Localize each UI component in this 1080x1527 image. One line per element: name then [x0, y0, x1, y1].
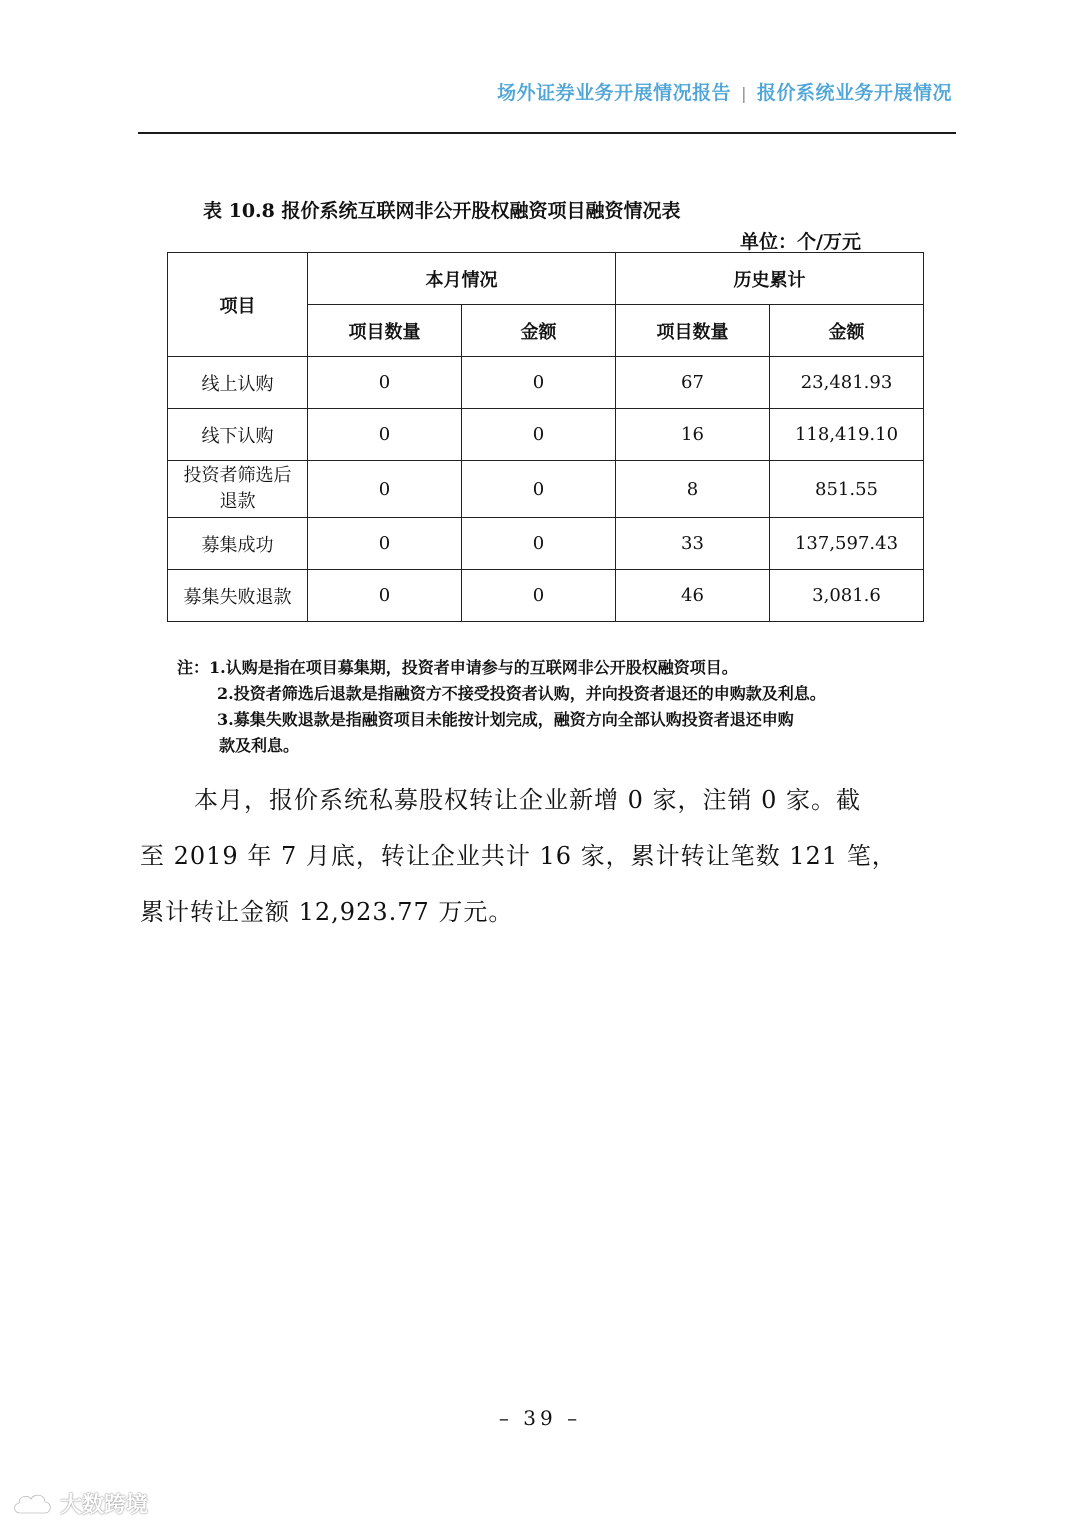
header-month-count: 项目数量: [308, 305, 462, 357]
table-row: [168, 357, 924, 409]
month-count: 0: [308, 461, 462, 518]
month-count: 0: [308, 570, 462, 622]
hist-amount: 118,419.10: [770, 409, 924, 461]
table-row: [168, 461, 924, 518]
hist-count: 33: [616, 518, 770, 570]
header-hist-count: 项目数量: [616, 305, 770, 357]
table-header-row: [168, 253, 924, 305]
table-title: 表 10.8 报价系统互联网非公开股权融资项目融资情况表: [203, 200, 681, 222]
row-label: 募集成功: [168, 518, 308, 570]
hist-count: 16: [616, 409, 770, 461]
cloud-logo-icon: [10, 1489, 54, 1519]
table-row: [168, 518, 924, 570]
note-1: 注：1.认购是指在项目募集期，投资者申请参与的互联网非公开股权融资项目。: [177, 658, 738, 677]
row-label: 线下认购: [168, 409, 308, 461]
hist-count: 8: [616, 461, 770, 518]
month-count: 0: [308, 518, 462, 570]
row-label: 线上认购: [168, 357, 308, 409]
paragraph-line-2: 至 2019 年 7 月底，转让企业共计 16 家，累计转让笔数 121 笔，: [140, 842, 897, 870]
row-label-line1: 投资者筛选后: [183, 465, 292, 486]
month-amount: 0: [462, 461, 616, 518]
header-section-title: 报价系统业务开展情况: [756, 82, 952, 104]
header-rule: [138, 132, 956, 134]
header-item: 项目: [168, 253, 308, 357]
hist-amount: 137,597.43: [770, 518, 924, 570]
month-count: 0: [308, 357, 462, 409]
row-label: [168, 461, 308, 518]
row-label: 募集失败退款: [168, 570, 308, 622]
month-amount: 0: [462, 357, 616, 409]
row-label-line2: 退款: [219, 491, 256, 512]
hist-count: 46: [616, 570, 770, 622]
page-number: – 39 –: [498, 1406, 582, 1430]
note-3-continued: 款及利息。: [219, 736, 300, 755]
running-header: [497, 78, 952, 105]
header-this-month: 本月情况: [308, 253, 616, 305]
table-notes: [177, 655, 917, 759]
month-amount: 0: [462, 570, 616, 622]
watermark-text: 大数跨境: [60, 1493, 149, 1518]
paragraph-line-1: 本月，报价系统私募股权转让企业新增 0 家，注销 0 家。截: [194, 786, 862, 814]
watermark: [10, 1488, 148, 1519]
table-row: [168, 409, 924, 461]
paragraph-line-3: 累计转让金额 12,923.77 万元。: [140, 898, 514, 926]
header-history: 历史累计: [616, 253, 924, 305]
month-amount: 0: [462, 518, 616, 570]
table-row: [168, 570, 924, 622]
header-month-amount: 金额: [462, 305, 616, 357]
month-amount: 0: [462, 409, 616, 461]
note-3: 3.募集失败退款是指融资项目未能按计划完成，融资方向全部认购投资者退还申购: [217, 710, 794, 729]
header-hist-amount: 金额: [770, 305, 924, 357]
note-2: 2.投资者筛选后退款是指融资方不接受投资者认购，并向投资者退还的申购款及利息。: [217, 684, 826, 703]
hist-amount: 3,081.6: [770, 570, 924, 622]
hist-amount: 851.55: [770, 461, 924, 518]
header-separator: |: [741, 84, 747, 103]
month-count: 0: [308, 409, 462, 461]
hist-amount: 23,481.93: [770, 357, 924, 409]
hist-count: 67: [616, 357, 770, 409]
header-report-title: 场外证券业务开展情况报告: [497, 82, 732, 104]
table-unit: 单位：个/万元: [740, 231, 861, 253]
financing-table: [167, 252, 924, 622]
body-paragraph: [140, 772, 955, 940]
